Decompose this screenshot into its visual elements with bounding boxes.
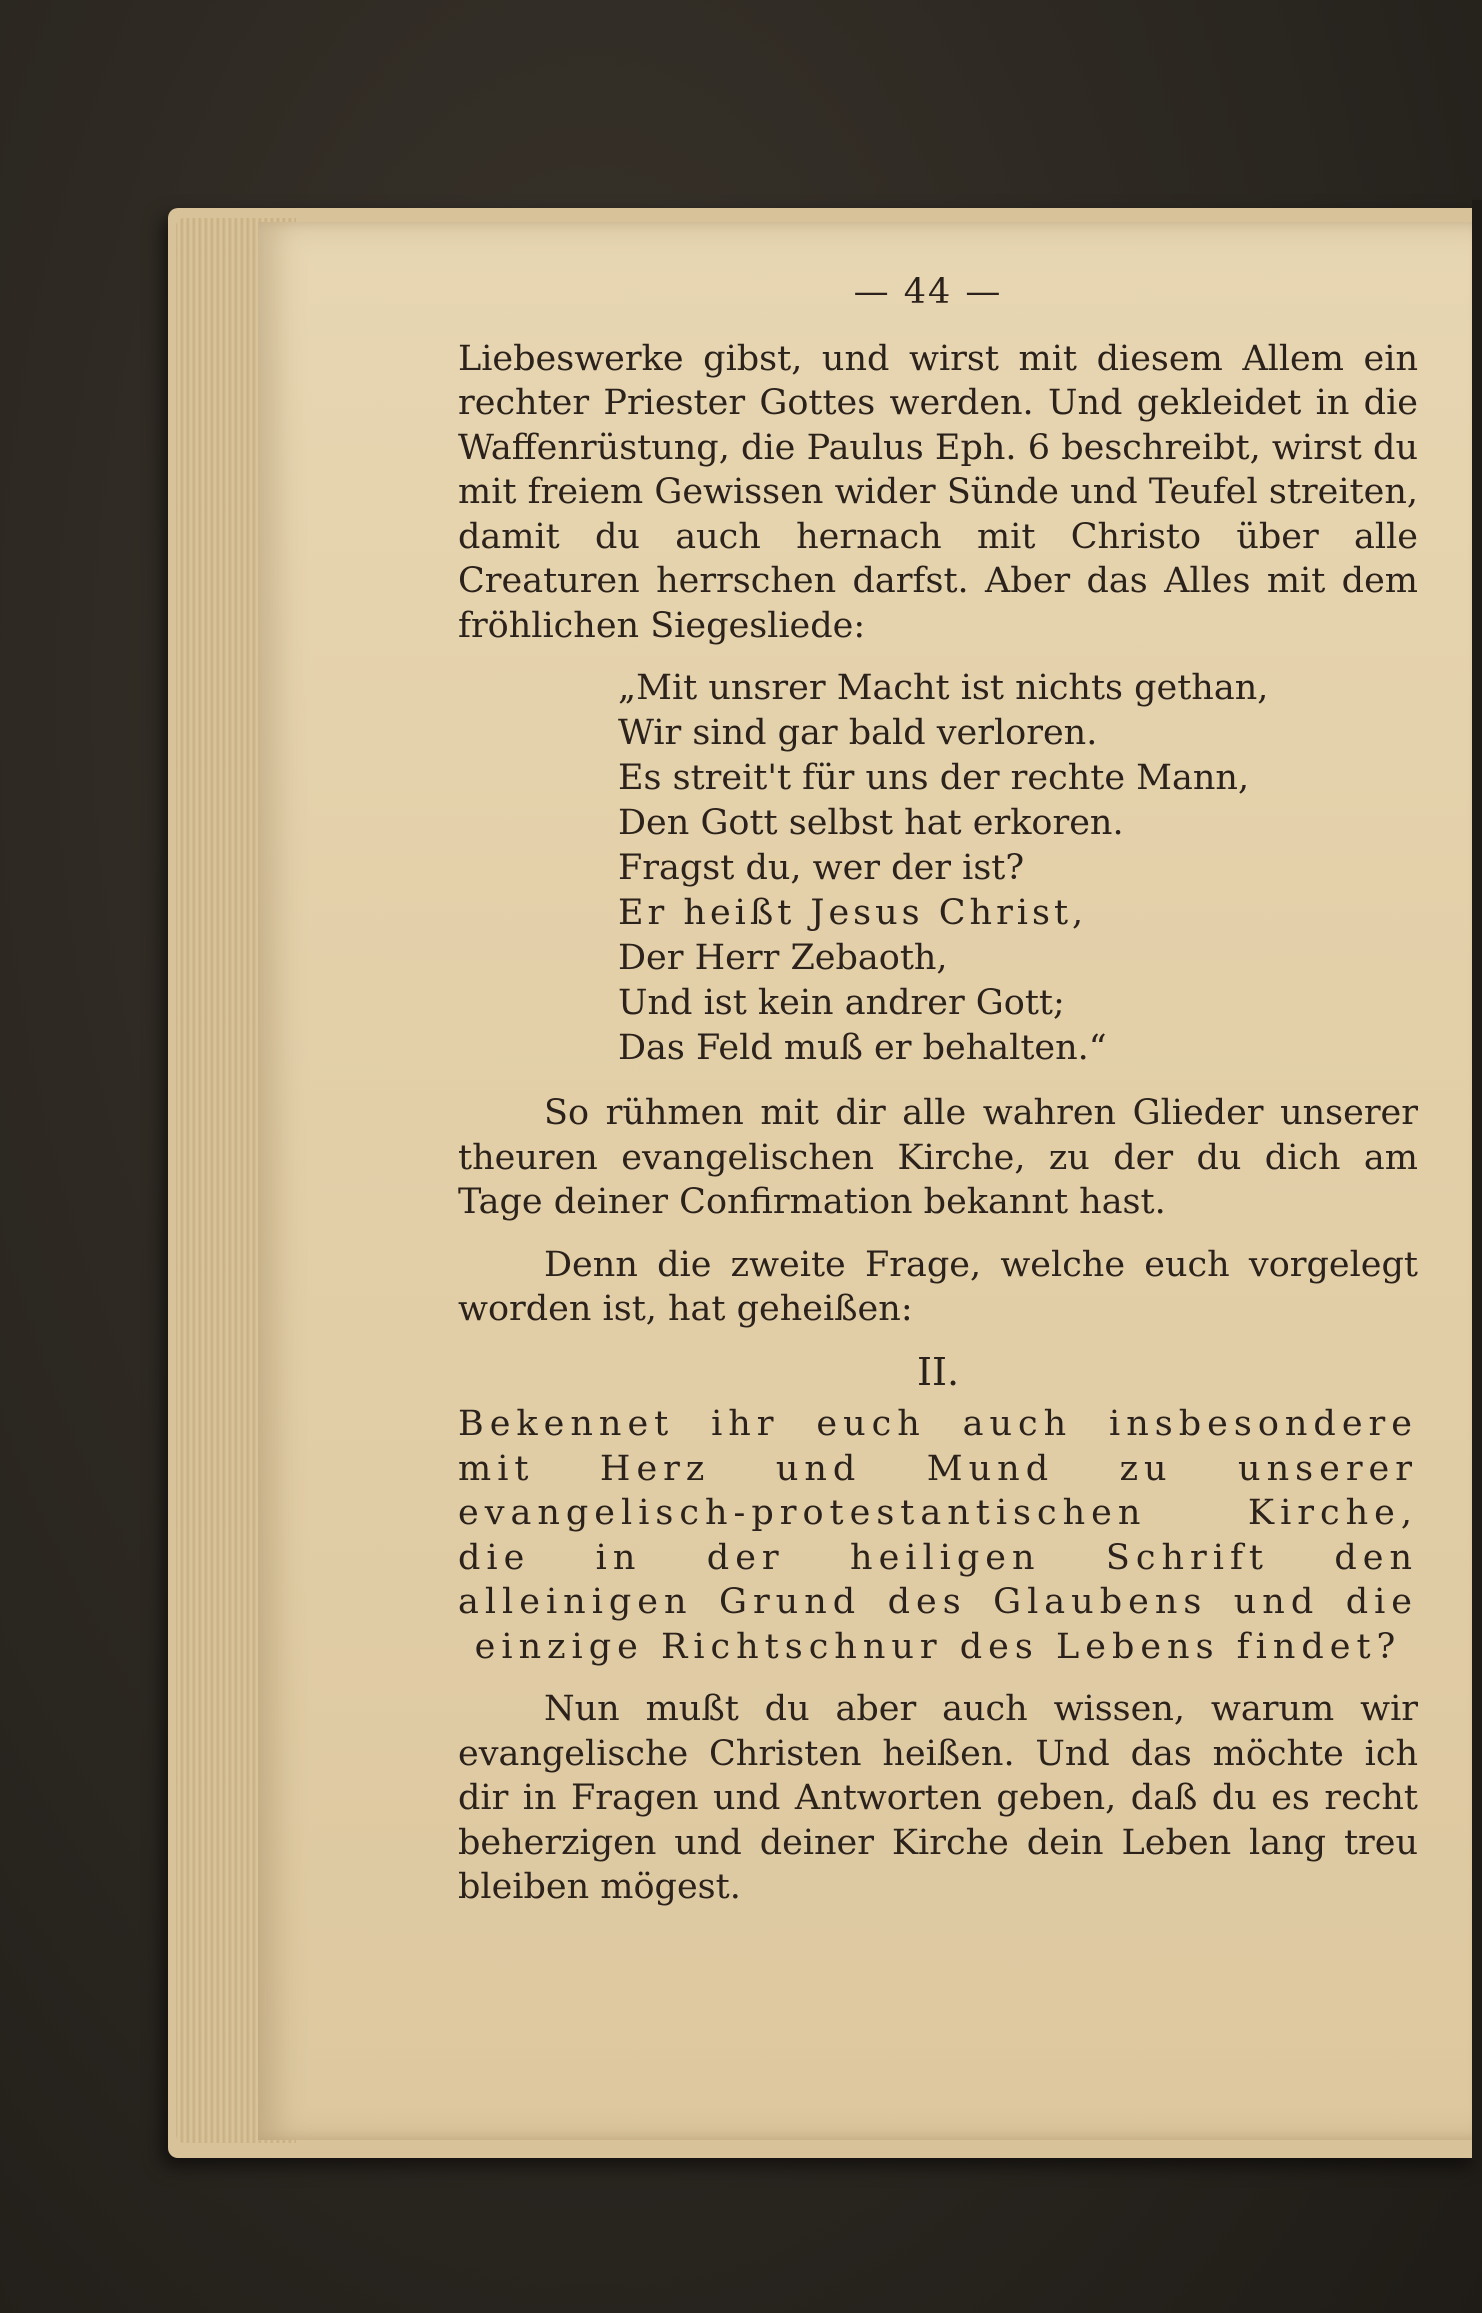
- paragraph-4-text: Nun mußt du aber auch wissen, warum wir evangelische Christen heißen. Und das möchte ich dir in Fragen und Antworten geben, daß du es recht beherzigen und deiner Kirche dein Leben lang treu bleiben mögest.: [458, 1689, 1418, 1907]
- hymn-line: Es streit't für uns der rechte Mann,: [618, 758, 1250, 798]
- paragraph-3-text: Denn die zweite Frage, welche euch vorgelegt worden ist, hat geheißen:: [458, 1244, 1418, 1329]
- paragraph-4: [458, 1687, 1418, 1910]
- hymn-line: Er heißt Jesus Christ,: [618, 893, 1088, 933]
- hymn-line: Wir sind gar bald verloren.: [618, 713, 1098, 753]
- section-numeral: II.: [916, 1349, 960, 1394]
- page-gutter-shadow: [1472, 200, 1482, 2160]
- page-number: — 44 —: [853, 272, 1003, 312]
- page-text: [458, 270, 1418, 1928]
- hymn-line: Fragst du, wer der ist?: [618, 848, 1025, 888]
- hymn-line: „Mit unsrer Macht ist nichts gethan,: [618, 668, 1269, 708]
- paragraph-2-text: So rühmen mit dir alle wahren Glieder unserer theuren evangelischen Kirche, zu der du dich am Tage deiner Confirmation bekannt hast.: [458, 1093, 1418, 1222]
- hymn-quote: [618, 666, 1418, 1071]
- hymn-line: Der Herr Zebaoth,: [618, 938, 948, 978]
- hymn-line: Das Feld muß er behalten.“: [618, 1028, 1107, 1068]
- paragraph-2: [458, 1091, 1418, 1225]
- paragraph-3: [458, 1243, 1418, 1332]
- paragraph-1: [458, 337, 1418, 649]
- hymn-line: Den Gott selbst hat erkoren.: [618, 803, 1124, 843]
- hymn-line: Und ist kein andrer Gott;: [618, 983, 1065, 1023]
- confirmation-question: Bekennet ihr euch auch insbesondere mit Herz und Mund zu unserer evangelisch-protestantischen Kirche, die in der heiligen Schrift den alleinigen Grund des Glaubens und die einzige Richtschnur des Lebens findet?: [458, 1404, 1418, 1667]
- paragraph-1-text: Liebeswerke gibst, und wirst mit diesem Allem ein rechter Priester Gottes werden. Und gekleidet in die Waffenrüstung, die Paulus Eph. 6 beschreibt, wirst du mit freiem Gewissen wider Sünde und Teufel streiten, damit du auch hernach mit Christo über alle Creaturen herrschen darfst. Aber das Alles mit dem fröhlichen Siegesliede:: [458, 338, 1418, 646]
